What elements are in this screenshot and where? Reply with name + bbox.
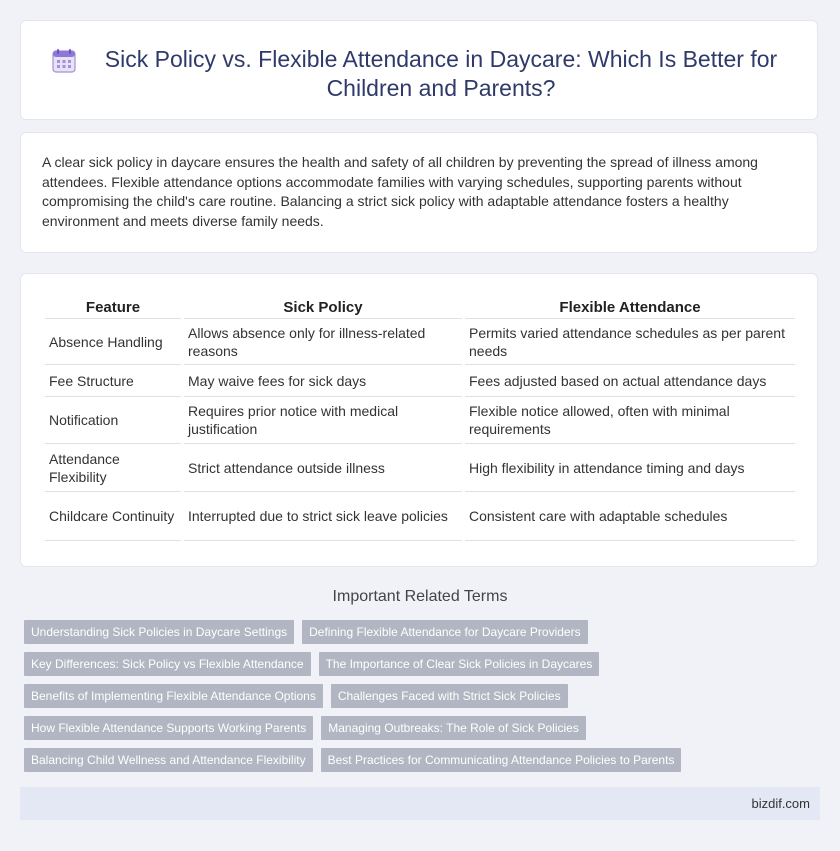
table-cell-feature: Absence Handling	[45, 319, 181, 365]
related-term-tag[interactable]: Understanding Sick Policies in Daycare Settings	[24, 620, 294, 644]
table-cell-sick-policy: Strict attendance outside illness	[184, 444, 462, 492]
related-term-tag[interactable]: The Importance of Clear Sick Policies in Daycares	[319, 652, 600, 676]
related-term-tag[interactable]: Key Differences: Sick Policy vs Flexible Attendance	[24, 652, 311, 676]
footer-site-link[interactable]: bizdif.com	[751, 796, 810, 811]
table-row	[45, 319, 795, 365]
table-header-row	[45, 296, 795, 319]
header-card	[20, 20, 818, 120]
table-cell-flexible-attendance: Consistent care with adaptable schedules	[465, 492, 795, 541]
related-term-tag[interactable]: Best Practices for Communicating Attendance Policies to Parents	[321, 748, 682, 772]
table-cell-sick-policy: May waive fees for sick days	[184, 365, 462, 397]
table-cell-sick-policy: Requires prior notice with medical justification	[184, 397, 462, 444]
table-cell-feature: Fee Structure	[45, 365, 181, 397]
table-cell-flexible-attendance: Permits varied attendance schedules as per parent needs	[465, 319, 795, 365]
column-header-flexible-attendance: Flexible Attendance	[465, 296, 795, 319]
comparison-table-card	[20, 273, 818, 567]
related-terms-list	[24, 620, 804, 780]
page-title: Sick Policy vs. Flexible Attendance in Daycare: Which Is Better for Children and Parents?	[104, 46, 778, 101]
table-cell-sick-policy: Interrupted due to strict sick leave policies	[184, 492, 462, 541]
footer	[20, 787, 820, 820]
calendar-icon	[51, 48, 77, 74]
related-term-tag[interactable]: Managing Outbreaks: The Role of Sick Policies	[321, 716, 586, 740]
table-row	[45, 365, 795, 397]
related-term-tag[interactable]: Defining Flexible Attendance for Daycare Providers	[302, 620, 587, 644]
related-term-tag[interactable]: Benefits of Implementing Flexible Attendance Options	[24, 684, 323, 708]
intro-card	[20, 132, 818, 253]
column-header-feature: Feature	[45, 296, 181, 319]
table-cell-feature: Notification	[45, 397, 181, 444]
related-term-tag[interactable]: How Flexible Attendance Supports Working Parents	[24, 716, 313, 740]
related-terms-heading: Important Related Terms	[332, 588, 508, 605]
table-cell-flexible-attendance: High flexibility in attendance timing and days	[465, 444, 795, 492]
table-row	[45, 492, 795, 541]
table-cell-feature: Attendance Flexibility	[45, 444, 181, 492]
comparison-table	[42, 296, 798, 541]
table-row	[45, 397, 795, 444]
table-cell-sick-policy: Allows absence only for illness-related reasons	[184, 319, 462, 365]
column-header-sick-policy: Sick Policy	[184, 296, 462, 319]
related-term-tag[interactable]: Balancing Child Wellness and Attendance Flexibility	[24, 748, 313, 772]
intro-paragraph: A clear sick policy in daycare ensures the health and safety of all children by preventing the spread of illness among attendees. Flexible attendance options accommodate families with varying schedules, supporting parents without compromising the child's care routine. Balancing a strict sick policy with adaptable attendance fosters a healthy environment and meets diverse family needs.	[42, 154, 758, 229]
table-cell-feature: Childcare Continuity	[45, 492, 181, 541]
table-row	[45, 444, 795, 492]
table-cell-flexible-attendance: Flexible notice allowed, often with minimal requirements	[465, 397, 795, 444]
table-cell-flexible-attendance: Fees adjusted based on actual attendance days	[465, 365, 795, 397]
related-term-tag[interactable]: Challenges Faced with Strict Sick Policies	[331, 684, 568, 708]
